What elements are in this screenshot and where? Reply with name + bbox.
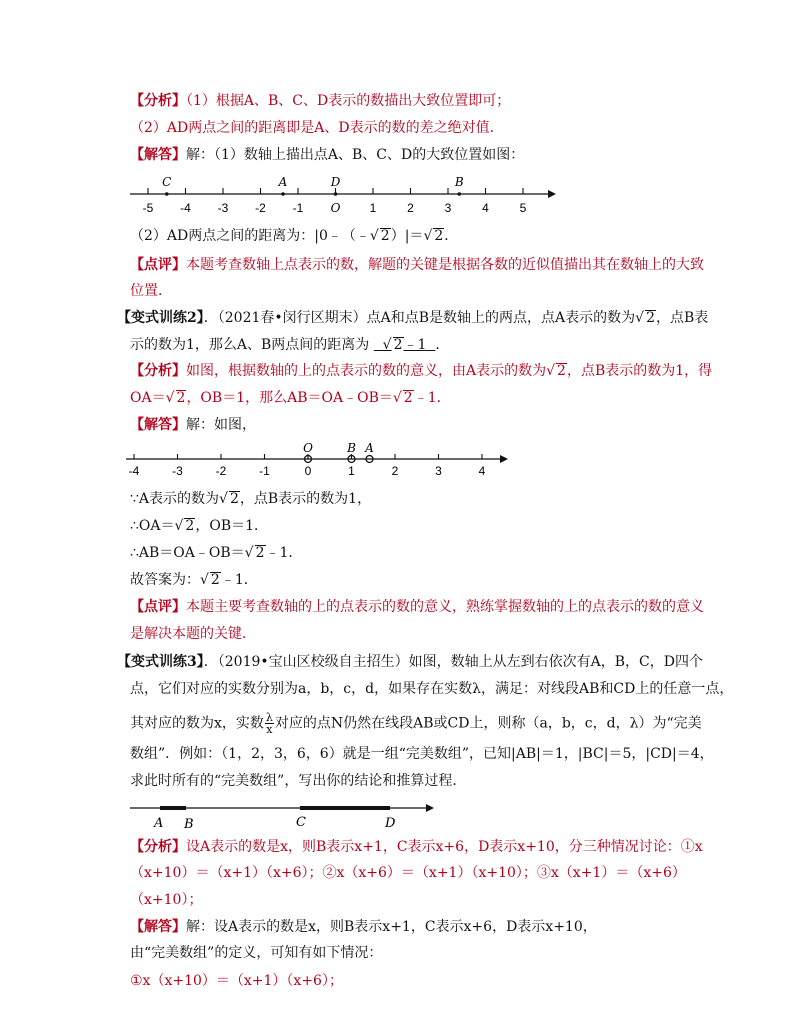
tick-label: 2 xyxy=(391,464,399,478)
exercise3-line-5: 求此时所有的“完美数组”，写出你的结论和推算过程． xyxy=(130,773,467,789)
comment-1: 本题主要考查数轴的上的点表示的数的意义，熟练掌握数轴的上的点表示的数的意义 xyxy=(186,599,704,615)
analysis-2-a: OA＝ xyxy=(130,390,166,406)
analysis-line-1 xyxy=(130,92,510,110)
tick-label: -4 xyxy=(128,464,140,478)
exercise3-line-2: 点，它们对应的实数分别为a，b，c，d，如果存在实数λ，满足：对线段AB和CD上的任意一点， xyxy=(130,681,734,697)
tick-label: 1 xyxy=(369,201,377,215)
analysis-tag: 【分析】 xyxy=(130,93,186,109)
answer-tail: ﹣1 xyxy=(403,337,427,353)
analysis-2-b: ，OB＝1，那么AB＝OA﹣OB＝ xyxy=(186,390,393,406)
analysis-text-1: （1）根据A、B、C、D表示的数描出大致位置即可； xyxy=(186,93,511,109)
q3-pre: 其对应的数为x，实数 xyxy=(130,715,264,732)
point-label: C xyxy=(162,175,172,189)
sqrt-value: 2 xyxy=(229,491,239,507)
comment-tag: 【点评】 xyxy=(130,257,186,273)
point-label-c: C xyxy=(296,815,306,830)
tick-label: 3 xyxy=(435,464,442,478)
analysis-2-c: ﹣1． xyxy=(413,390,451,406)
point-label: D xyxy=(330,175,341,189)
point-dot xyxy=(165,192,169,196)
exercise2-q1-end: ，点B表 xyxy=(656,310,709,326)
point-label: O xyxy=(303,441,313,455)
exercise2-solution-line-1 xyxy=(130,416,256,434)
tick-label: -1 xyxy=(259,464,270,478)
number-line-3 xyxy=(128,798,440,832)
analysis-1-pre: 如图，根据数轴的上的点表示的数的意义，由A表示的数为 xyxy=(186,363,547,379)
point-label-b: B xyxy=(184,817,194,832)
exercise3-solution-line-3: ①x（x+10）＝（x+1）（x+6）； xyxy=(130,973,343,989)
point-dot xyxy=(457,192,461,196)
solution-2-mid: ）|＝ xyxy=(390,228,424,244)
point-label-a: A xyxy=(154,816,164,831)
axis-arrow xyxy=(426,804,434,812)
s3-pre: ∴AB＝OA﹣OB＝ xyxy=(130,545,245,561)
exercise3-line-3 xyxy=(130,712,702,735)
answer-blank: √ 2﹣1 xyxy=(373,337,427,353)
sqrt-value: 2 xyxy=(557,363,566,379)
axis-arrow xyxy=(548,190,556,198)
sqrt-value: 2 xyxy=(646,310,655,326)
exercise2-tag: 【变式训练2】 xyxy=(117,310,204,326)
origin-label: O xyxy=(330,201,341,215)
comment-line-2: 位置． xyxy=(130,283,172,299)
exercise3-solution-line-1 xyxy=(130,918,597,936)
tick-label: -4 xyxy=(180,201,191,215)
exercise3-solution-line-2: 由“完美数组”的定义，可知有如下情况： xyxy=(130,945,383,961)
exercise2-solution-s1: ∵A表示的数为√ 2，点B表示的数为1， xyxy=(130,491,372,507)
solution-tag: 【解答】 xyxy=(130,919,186,935)
comment-text-1: 本题考查数轴上点表示的数，解题的关键是根据各数的近似值描出其在数轴上的大致 xyxy=(186,257,704,273)
exercise2-line-2 xyxy=(130,336,449,354)
tick-label: -2 xyxy=(255,201,266,215)
tick-label: -3 xyxy=(217,201,229,215)
sqrt-value: 2 xyxy=(434,228,444,244)
axis-arrow xyxy=(500,455,508,463)
sqrt-value: 2 xyxy=(403,390,413,406)
q3-end: 对应的点N仍然在线段AB或CD上，则称（a，b，c，d，λ）为“完美 xyxy=(274,715,702,732)
exercise2-solution-s3: ∴AB＝OA﹣OB＝√ 2﹣1． xyxy=(130,545,303,561)
comment-tag: 【点评】 xyxy=(130,599,186,615)
fraction-numerator: λ xyxy=(265,711,273,724)
exercise2-analysis-line-1: 【分析】如图，根据数轴的上的点表示的数的意义，由A表示的数为√ 2，点B表示的数为1，得 xyxy=(130,363,713,379)
tick-label: 4 xyxy=(482,201,489,215)
exercise2-q1-pre: ．（2021春•闵行区期末）点A和点B是数轴上的两点，点A表示的数为 xyxy=(203,310,636,326)
exercise3-analysis-line-3: （x+10）； xyxy=(130,892,203,908)
point-label: B xyxy=(347,441,356,455)
analysis-1-end: ，点B表示的数为1，得 xyxy=(566,363,713,379)
exercise3-tag: 【变式训练3】 xyxy=(117,654,204,670)
sqrt-value: 2 xyxy=(380,228,390,244)
exercise2-analysis-line-2: OA＝√ 2，OB＝1，那么AB＝OA﹣OB＝√ 2﹣1． xyxy=(130,390,451,406)
tick-label: 0 xyxy=(304,464,312,478)
solution-1: 解：设A表示的数是x，则B表示x+1，C表示x+6，D表示x+10， xyxy=(186,919,597,935)
solution-line-2: （2）AD两点之间的距离为：|0﹣（﹣√ 2）|＝√ 2． xyxy=(130,228,459,244)
exercise2-solution-s2: ∴OA＝√ 2，OB＝1． xyxy=(130,518,269,534)
sqrt-value: 2 xyxy=(210,572,220,588)
tick-label: 3 xyxy=(444,201,452,215)
analysis-line-2: （2）AD两点之间的距离即是A、D表示的数的差之绝对值． xyxy=(130,120,504,136)
sqrt-value: 2 xyxy=(176,390,186,406)
analysis-tag: 【分析】 xyxy=(130,839,186,855)
lambda-over-x-fraction xyxy=(265,712,274,735)
solution-2-end: ． xyxy=(444,228,459,244)
tick-label: 1 xyxy=(348,464,355,478)
analysis-1: 设A表示的数是x，则B表示x+1，C表示x+6，D表示x+10，分三种情况讨论：①x xyxy=(186,839,703,855)
exercise2-q2-end: ． xyxy=(435,337,450,353)
point-label: A xyxy=(365,441,374,455)
s2-end: ，OB＝1． xyxy=(195,518,269,534)
exercise2-line-1: 【变式训练2】．（2021春•闵行区期末）点A和点B是数轴上的两点，点A表示的数为√ 2，点B表 xyxy=(117,310,709,326)
solution-2-pre: （2）AD两点之间的距离为：|0﹣（﹣ xyxy=(130,228,370,244)
exercise3-line-1 xyxy=(117,653,703,671)
point-label-d: D xyxy=(385,816,396,831)
solution-text-1: 解：（1）数轴上描出点A、B、C、D的大致位置如图： xyxy=(186,147,525,163)
s1-end: ，点B表示的数为1， xyxy=(239,491,372,507)
tick-label: -5 xyxy=(142,201,154,215)
comment-line-1 xyxy=(130,256,704,274)
sqrt-value: 2 xyxy=(255,545,265,561)
point-label: A xyxy=(278,175,288,189)
solution-tag: 【解答】 xyxy=(130,147,186,163)
exercise2-comment-line-1 xyxy=(130,598,704,616)
fraction-denominator: x xyxy=(266,723,273,736)
exercise2-solution-s4: 故答案为：√ 2﹣1． xyxy=(130,572,258,588)
solution-line-1 xyxy=(130,146,524,164)
exercise3-analysis-line-1 xyxy=(130,838,703,856)
tick-label: 2 xyxy=(407,201,414,215)
tick-label: 5 xyxy=(519,201,527,215)
number-line-2 xyxy=(124,438,514,480)
analysis-tag: 【分析】 xyxy=(130,363,186,379)
exercise2-comment-line-2: 是解决本题的关键． xyxy=(130,626,256,642)
exercise3-q1: ．（2019•宝山区校级自主招生）如图，数轴上从左到右依次有A，B，C，D四个 xyxy=(203,654,703,670)
s1-pre: ∵A表示的数为 xyxy=(130,491,220,507)
tick-label: 4 xyxy=(478,464,486,478)
solution-1: 解：如图， xyxy=(186,417,256,433)
point-dot xyxy=(334,192,338,196)
s4-pre: 故答案为： xyxy=(130,572,200,588)
number-line-1 xyxy=(128,170,558,220)
sqrt-value: 2 xyxy=(393,337,403,353)
exercise3-line-4: 数组”．例如：（1，2，3，6，6）就是一组“完美数组”，已知|AB|＝1，|BC|＝5，|CD|＝4， xyxy=(130,746,714,762)
exercise2-q2-pre: 示的数为1，那么A、B两点间的距离为 xyxy=(130,337,370,353)
s4-end: ﹣1． xyxy=(220,572,258,588)
point-label: B xyxy=(454,175,464,189)
tick-label: -1 xyxy=(292,201,304,215)
tick-label: -3 xyxy=(172,464,183,478)
s3-end: ﹣1． xyxy=(265,545,303,561)
exercise3-analysis-line-2: （x+10）＝（x+1）（x+6）；②x（x+6）＝（x+1）（x+10）；③x（x+1）＝（x+6） xyxy=(130,865,686,881)
tick-label: -2 xyxy=(215,464,227,478)
point-dot xyxy=(281,192,285,196)
s2-pre: ∴OA＝ xyxy=(130,518,175,534)
solution-tag: 【解答】 xyxy=(130,417,186,433)
sqrt-value: 2 xyxy=(185,518,195,534)
